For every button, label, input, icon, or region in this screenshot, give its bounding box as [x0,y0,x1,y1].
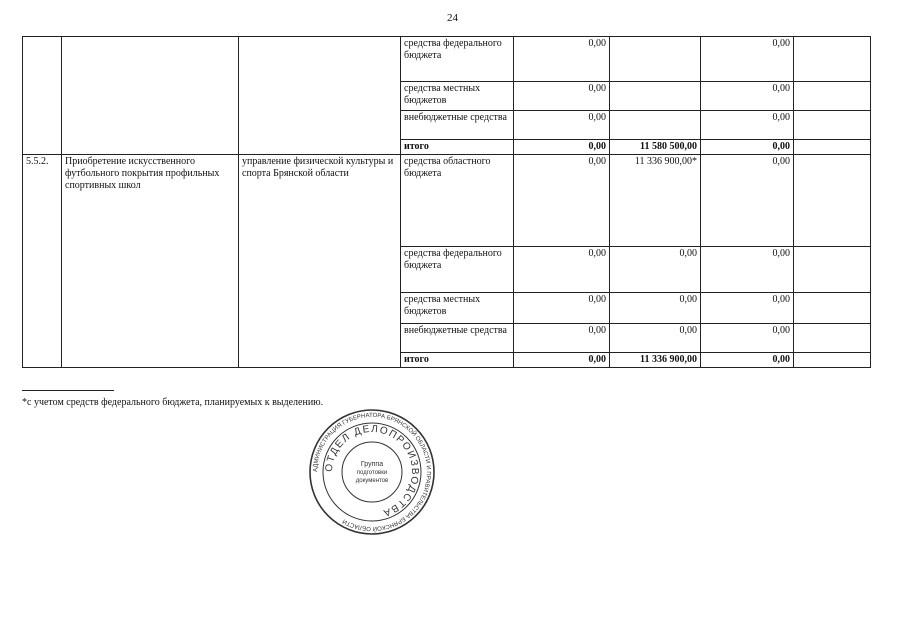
page-number: 24 [447,12,458,24]
value-cell: 0,00 [701,353,794,368]
value-cell: 0,00 [514,155,610,247]
funding-source: средства федерального бюджета [401,247,514,293]
budget-table [22,36,871,368]
empty-cell [794,82,871,111]
value-cell: 0,00 [514,293,610,324]
value-cell: 0,00 [514,111,610,140]
value-cell: 0,00 [701,155,794,247]
stamp-center-line: подготовки [356,470,388,476]
footnote: *с учетом средств федерального бюджета, планируемых к выделению. [22,397,324,408]
funding-source: внебюджетные средства [401,324,514,353]
official-stamp-icon [308,408,436,536]
stamp-center-line: Группа [360,461,384,468]
empty-cell [23,37,62,155]
item-name: Приобретение искусственного футбольного покрытия профильных спортивных школ [62,155,239,368]
value-cell: 0,00 [514,353,610,368]
value-cell: 0,00 [701,324,794,353]
value-cell: 0,00 [701,37,794,82]
value-cell: 0,00 [610,247,701,293]
empty-cell [794,353,871,368]
table-row [23,37,871,82]
funding-source: средства местных бюджетов [401,82,514,111]
value-cell [610,82,701,111]
value-cell: 0,00 [514,37,610,82]
value-cell: 0,00 [610,324,701,353]
empty-cell [239,37,401,155]
value-cell: 0,00 [610,293,701,324]
empty-cell [794,247,871,293]
empty-cell [62,37,239,155]
value-cell [610,37,701,82]
empty-cell [794,37,871,82]
value-cell: 11 336 900,00* [610,155,701,247]
value-cell: 11 336 900,00 [610,353,701,368]
empty-cell [794,324,871,353]
value-cell [610,111,701,140]
item-number: 5.5.2. [23,155,62,368]
empty-cell [794,140,871,155]
funding-source: итого [401,353,514,368]
funding-source: средства федерального бюджета [401,37,514,82]
funding-source: средства областного бюджета [401,155,514,247]
item-executor: управление физической культуры и спорта Брянской области [239,155,401,368]
stamp-ring-text: ОТДЕЛ ДЕЛОПРОИЗВОДСТВА [323,423,421,519]
value-cell: 0,00 [514,247,610,293]
value-cell: 11 580 500,00 [610,140,701,155]
empty-cell [794,111,871,140]
funding-source: внебюджетные средства [401,111,514,140]
value-cell: 0,00 [514,140,610,155]
stamp-center-line: документов [355,478,389,484]
table-row [23,155,871,247]
stamp-outer-text: АДМИНИСТРАЦИЯ ГУБЕРНАТОРА БРЯНСКОЙ ОБЛАСТИ И ПРАВИТЕЛЬСТВА БРЯНСКОЙ ОБЛАСТИ [312,412,432,532]
empty-cell [794,293,871,324]
value-cell: 0,00 [514,324,610,353]
funding-source: итого [401,140,514,155]
value-cell: 0,00 [514,82,610,111]
value-cell: 0,00 [701,111,794,140]
funding-source: средства местных бюджетов [401,293,514,324]
empty-cell [794,155,871,247]
footnote-divider [22,390,114,391]
value-cell: 0,00 [701,293,794,324]
value-cell: 0,00 [701,247,794,293]
value-cell: 0,00 [701,140,794,155]
value-cell: 0,00 [701,82,794,111]
